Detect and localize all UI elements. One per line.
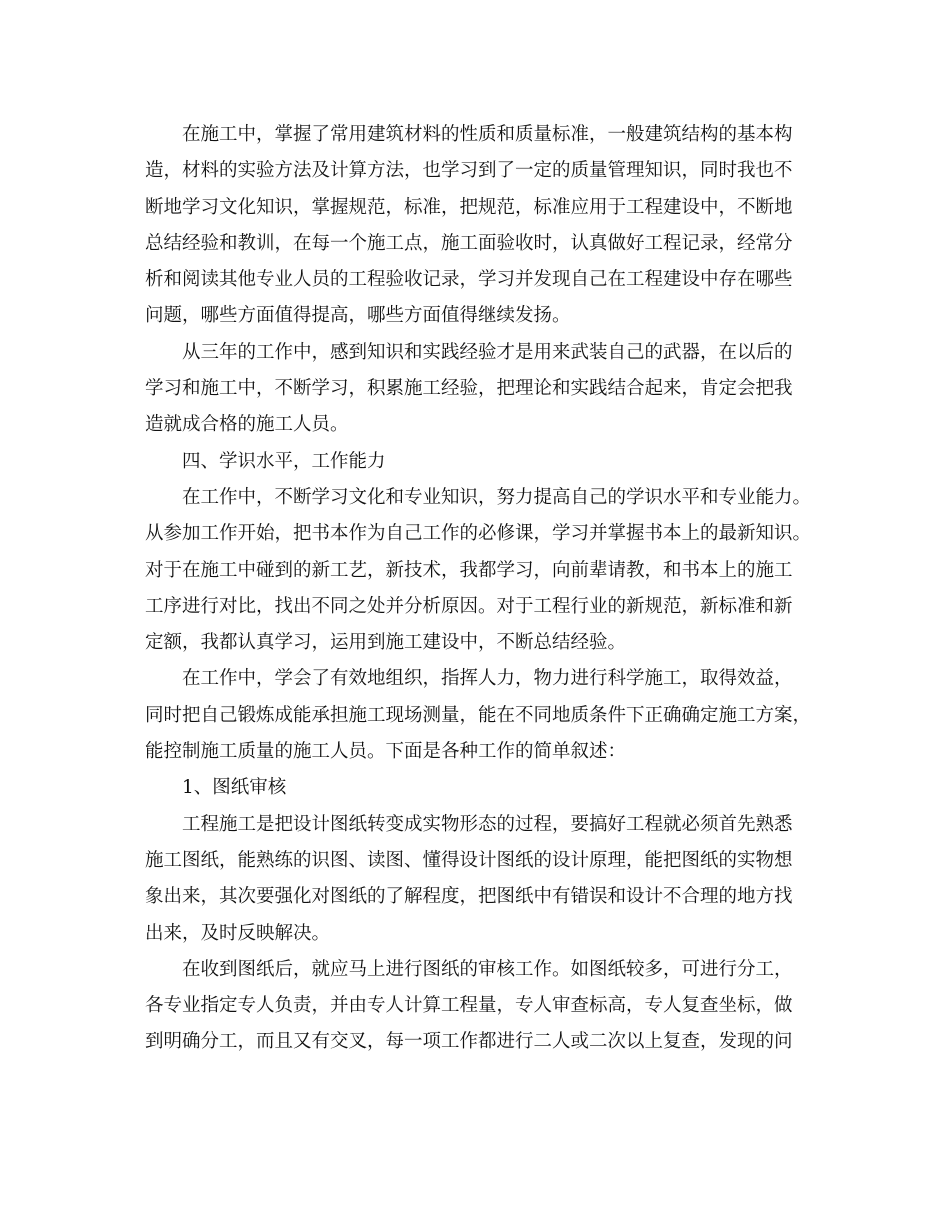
text-line: 从参加工作开始，把书本作为自己工作的必修课，学习并掌握书本上的最新知识。 xyxy=(145,523,812,545)
text-line: 析和阅读其他专业人员的工程验收记录，学习并发现自己在工程建设中存在哪些 xyxy=(145,269,793,291)
text-line: 造，材料的实验方法及计算方法，也学习到了一定的质量管理知识，同时我也不 xyxy=(145,160,793,182)
text-line: 工序进行对比，找出不同之处并分析原因。对于工程行业的新规范，新标准和新 xyxy=(145,595,793,617)
text-line: 定额，我都认真学习，运用到施工建设中，不断总结经验。 xyxy=(145,632,627,654)
text-line: 工程施工是把设计图纸转变成实物形态的过程，要搞好工程就必须首先熟悉 xyxy=(182,813,793,835)
text-line: 断地学习文化知识，掌握规范，标准，把规范，标准应用于工程建设中，不断地 xyxy=(145,196,793,218)
text-line: 在施工中，掌握了常用建筑材料的性质和质量标准，一般建筑结构的基本构 xyxy=(182,124,793,145)
text-line: 同时把自己锻炼成能承担施工现场测量，能在不同地质条件下正确确定施工方案， xyxy=(145,704,812,726)
text-line: 各专业指定专人负责，并由专人计算工程量，专人审查标高，专人复查坐标，做 xyxy=(145,995,793,1017)
text-line: 能控制施工质量的施工人员。下面是各种工作的简单叙述： xyxy=(145,741,627,763)
text-line: 出来，及时反映解决。 xyxy=(145,922,331,944)
text-line: 总结经验和教训，在每一个施工点，施工面验收时，认真做好工程记录，经常分 xyxy=(145,232,793,254)
text-line: 在收到图纸后，就应马上进行图纸的审核工作。如图纸较多，可进行分工， xyxy=(182,958,793,980)
text-line: 学习和施工中，不断学习，积累施工经验，把理论和实践结合起来，肯定会把我 xyxy=(145,378,793,400)
text-line: 四、学识水平，工作能力 xyxy=(182,450,386,472)
text-line: 施工图纸，能熟练的识图、读图、懂得设计图纸的设计原理，能把图纸的实物想 xyxy=(145,849,793,871)
text-line: 从三年的工作中，感到知识和实践经验才是用来武装自己的武器，在以后的 xyxy=(182,341,793,363)
document-body xyxy=(145,117,810,1061)
text-line: 1、图纸审核 xyxy=(182,777,287,799)
text-line: 对于在施工中碰到的新工艺，新技术，我都学习，向前辈请教，和书本上的施工 xyxy=(145,559,793,581)
text-line: 到明确分工，而且又有交叉，每一项工作都进行二人或二次以上复查，发现的问 xyxy=(145,1031,793,1053)
text-line: 在工作中，不断学习文化和专业知识，努力提高自己的学识水平和专业能力。 xyxy=(182,486,812,508)
text-line: 问题，哪些方面值得提高，哪些方面值得继续发扬。 xyxy=(145,305,571,327)
text-line: 造就成合格的施工人员。 xyxy=(145,414,349,436)
text-line: 象出来，其次要强化对图纸的了解程度，把图纸中有错误和设计不合理的地方找 xyxy=(145,886,793,908)
text-line: 在工作中，学会了有效地组织，指挥人力，物力进行科学施工，取得效益， xyxy=(182,668,793,690)
